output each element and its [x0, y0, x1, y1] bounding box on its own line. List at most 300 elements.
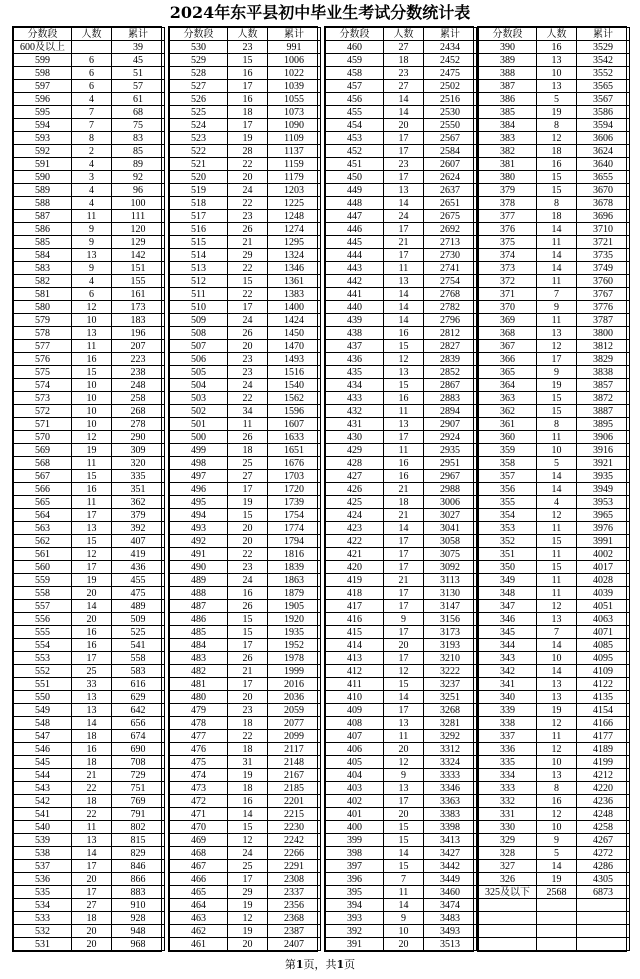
table-row	[479, 899, 630, 912]
score-cell: 505	[170, 366, 228, 379]
count-cell: 21	[384, 483, 424, 496]
table-row	[479, 535, 630, 548]
table-row	[479, 912, 630, 925]
score-cell: 415	[326, 626, 384, 639]
count-cell: 4	[72, 184, 112, 197]
score-cell: 466	[170, 873, 228, 886]
count-cell: 20	[384, 119, 424, 132]
column-header: 人数	[228, 28, 268, 41]
table-row	[170, 509, 321, 522]
count-cell: 16	[228, 67, 268, 80]
cumulative-cell: 2692	[424, 223, 477, 236]
count-cell: 14	[384, 197, 424, 210]
table-row	[479, 340, 630, 353]
table-row	[14, 366, 165, 379]
cumulative-cell: 3529	[577, 41, 630, 54]
table-row	[326, 145, 477, 158]
table-row	[326, 275, 477, 288]
score-cell: 412	[326, 665, 384, 678]
score-cell: 477	[170, 730, 228, 743]
cumulative-cell: 4236	[577, 795, 630, 808]
table-row	[14, 444, 165, 457]
table-row	[479, 132, 630, 145]
column-header: 人数	[384, 28, 424, 41]
cumulative-cell: 2935	[424, 444, 477, 457]
cumulative-cell: 4258	[577, 821, 630, 834]
score-cell: 438	[326, 327, 384, 340]
score-cell: 392	[326, 925, 384, 938]
cumulative-cell: 3678	[577, 197, 630, 210]
score-cell: 347	[479, 600, 537, 613]
score-cell: 387	[479, 80, 537, 93]
table-row	[326, 197, 477, 210]
count-cell: 24	[228, 847, 268, 860]
table-row	[479, 262, 630, 275]
cumulative-cell: 436	[112, 561, 165, 574]
score-cell: 517	[170, 210, 228, 223]
count-cell: 18	[537, 210, 577, 223]
count-cell: 21	[384, 509, 424, 522]
table-row	[170, 431, 321, 444]
count-cell	[72, 41, 112, 54]
score-cell: 511	[170, 288, 228, 301]
cumulative-cell: 802	[112, 821, 165, 834]
table-row	[170, 756, 321, 769]
table-row	[14, 847, 165, 860]
table-row	[479, 327, 630, 340]
cumulative-cell: 3222	[424, 665, 477, 678]
table-row	[14, 509, 165, 522]
table-row	[326, 470, 477, 483]
score-cell: 454	[326, 119, 384, 132]
count-cell: 13	[537, 678, 577, 691]
cumulative-cell: 2867	[424, 379, 477, 392]
score-cell: 409	[326, 704, 384, 717]
cumulative-cell: 3767	[577, 288, 630, 301]
table-row	[170, 392, 321, 405]
table-row	[479, 418, 630, 431]
table-row	[479, 847, 630, 860]
cumulative-cell: 2637	[424, 184, 477, 197]
cumulative-cell: 3887	[577, 405, 630, 418]
count-cell: 14	[537, 223, 577, 236]
cumulative-cell: 656	[112, 717, 165, 730]
score-cell: 386	[479, 93, 537, 106]
score-cell: 328	[479, 847, 537, 860]
cumulative-cell: 3640	[577, 158, 630, 171]
cumulative-cell: 3991	[577, 535, 630, 548]
score-cell: 385	[479, 106, 537, 119]
table-row	[170, 158, 321, 171]
count-cell: 17	[384, 587, 424, 600]
table-row	[170, 678, 321, 691]
cumulative-cell: 3857	[577, 379, 630, 392]
cumulative-cell: 1346	[268, 262, 321, 275]
score-cell: 365	[479, 366, 537, 379]
table-row	[326, 171, 477, 184]
cumulative-cell: 3193	[424, 639, 477, 652]
count-cell: 11	[384, 886, 424, 899]
table-row	[14, 470, 165, 483]
score-cell: 434	[326, 379, 384, 392]
score-cell: 355	[479, 496, 537, 509]
score-cell: 431	[326, 418, 384, 431]
cumulative-cell: 525	[112, 626, 165, 639]
cumulative-cell: 85	[112, 145, 165, 158]
table-row	[326, 626, 477, 639]
cumulative-cell: 2387	[268, 925, 321, 938]
cumulative-cell: 3895	[577, 418, 630, 431]
count-cell: 22	[228, 548, 268, 561]
cumulative-cell: 2215	[268, 808, 321, 821]
table-row	[170, 327, 321, 340]
table-header-row	[326, 28, 477, 41]
table-row	[170, 366, 321, 379]
score-cell: 427	[326, 470, 384, 483]
cumulative-cell: 1978	[268, 652, 321, 665]
table-row	[170, 197, 321, 210]
table-row	[14, 522, 165, 535]
count-cell: 12	[384, 756, 424, 769]
table-row	[170, 236, 321, 249]
cumulative-cell: 4122	[577, 678, 630, 691]
count-cell: 13	[384, 717, 424, 730]
table-row	[326, 639, 477, 652]
count-cell: 17	[228, 678, 268, 691]
cumulative-cell: 4085	[577, 639, 630, 652]
table-row	[170, 587, 321, 600]
score-cell: 462	[170, 925, 228, 938]
cumulative-cell: 3812	[577, 340, 630, 353]
table-row	[14, 795, 165, 808]
score-cell: 382	[479, 145, 537, 158]
cumulative-cell: 3872	[577, 392, 630, 405]
count-cell: 33	[72, 678, 112, 691]
table-row	[14, 639, 165, 652]
table-row	[479, 119, 630, 132]
score-cell: 476	[170, 743, 228, 756]
table-row	[326, 795, 477, 808]
score-cell: 343	[479, 652, 537, 665]
score-cell: 566	[14, 483, 72, 496]
count-cell: 29	[228, 886, 268, 899]
count-cell: 7	[72, 106, 112, 119]
score-cell: 367	[479, 340, 537, 353]
cumulative-cell: 2567	[424, 132, 477, 145]
table-row	[326, 574, 477, 587]
count-cell: 18	[72, 756, 112, 769]
cumulative-cell: 3624	[577, 145, 630, 158]
count-cell: 17	[384, 600, 424, 613]
count-cell: 15	[228, 54, 268, 67]
count-cell: 15	[537, 171, 577, 184]
table-row	[326, 184, 477, 197]
count-cell: 27	[228, 470, 268, 483]
score-cell: 555	[14, 626, 72, 639]
count-cell: 19	[228, 132, 268, 145]
cumulative-cell: 3921	[577, 457, 630, 470]
count-cell: 9	[72, 236, 112, 249]
score-cell: 522	[170, 145, 228, 158]
count-cell: 22	[72, 808, 112, 821]
count-cell: 17	[72, 561, 112, 574]
score-cell: 345	[479, 626, 537, 639]
table-row	[170, 691, 321, 704]
table-row	[170, 496, 321, 509]
table-row	[326, 600, 477, 613]
count-cell: 13	[72, 249, 112, 262]
score-cell: 352	[479, 535, 537, 548]
table-row	[479, 886, 630, 899]
count-cell: 17	[384, 626, 424, 639]
score-cell: 404	[326, 769, 384, 782]
cumulative-cell: 3565	[577, 80, 630, 93]
count-cell: 10	[537, 67, 577, 80]
score-cell: 346	[479, 613, 537, 626]
table-row	[326, 860, 477, 873]
score-cell: 416	[326, 613, 384, 626]
cumulative-cell: 3787	[577, 314, 630, 327]
table-row	[479, 405, 630, 418]
count-cell: 17	[384, 535, 424, 548]
count-cell: 17	[72, 860, 112, 873]
score-cell: 457	[326, 80, 384, 93]
table-row	[170, 743, 321, 756]
cumulative-cell: 183	[112, 314, 165, 327]
cumulative-cell: 2291	[268, 860, 321, 873]
column-header: 累计	[424, 28, 477, 41]
score-cell: 512	[170, 275, 228, 288]
table-row	[14, 457, 165, 470]
table-row	[479, 483, 630, 496]
table-row	[326, 509, 477, 522]
cumulative-cell: 3513	[424, 938, 477, 951]
score-cell: 470	[170, 821, 228, 834]
cumulative-cell: 2099	[268, 730, 321, 743]
count-cell: 6	[72, 67, 112, 80]
cumulative-cell: 3113	[424, 574, 477, 587]
table-row	[170, 886, 321, 899]
score-cell: 471	[170, 808, 228, 821]
score-cell: 590	[14, 171, 72, 184]
score-cell: 546	[14, 743, 72, 756]
count-cell: 12	[228, 834, 268, 847]
score-cell: 361	[479, 418, 537, 431]
score-cell: 588	[14, 197, 72, 210]
cumulative-cell: 2907	[424, 418, 477, 431]
table-row	[170, 561, 321, 574]
count-cell: 14	[537, 639, 577, 652]
score-column-3	[324, 26, 474, 952]
score-cell: 389	[479, 54, 537, 67]
cumulative-cell: 4154	[577, 704, 630, 717]
count-cell: 17	[72, 652, 112, 665]
table-row	[170, 860, 321, 873]
cumulative-cell: 83	[112, 132, 165, 145]
cumulative-cell: 1739	[268, 496, 321, 509]
score-cell: 600及以上	[14, 41, 72, 54]
table-row	[479, 925, 630, 938]
table-row	[170, 665, 321, 678]
cumulative-cell: 1424	[268, 314, 321, 327]
count-cell: 14	[384, 691, 424, 704]
score-cell: 520	[170, 171, 228, 184]
score-cell: 456	[326, 93, 384, 106]
score-cell: 429	[326, 444, 384, 457]
score-cell: 583	[14, 262, 72, 275]
cumulative-cell: 379	[112, 509, 165, 522]
count-cell: 14	[537, 249, 577, 262]
score-cell: 398	[326, 847, 384, 860]
count-cell: 17	[384, 795, 424, 808]
cumulative-cell: 129	[112, 236, 165, 249]
table-row	[326, 743, 477, 756]
cumulative-cell: 100	[112, 197, 165, 210]
cumulative-cell: 1073	[268, 106, 321, 119]
table-row	[479, 197, 630, 210]
table-row	[326, 236, 477, 249]
table-row	[479, 795, 630, 808]
table-row	[14, 314, 165, 327]
count-cell: 18	[72, 795, 112, 808]
count-cell: 11	[384, 444, 424, 457]
cumulative-cell: 1361	[268, 275, 321, 288]
cumulative-cell: 2117	[268, 743, 321, 756]
table-row	[479, 600, 630, 613]
table-row	[170, 834, 321, 847]
cumulative-cell: 558	[112, 652, 165, 665]
cumulative-cell: 1055	[268, 93, 321, 106]
score-cell: 513	[170, 262, 228, 275]
count-cell: 7	[384, 873, 424, 886]
score-cell: 373	[479, 262, 537, 275]
count-cell: 23	[384, 67, 424, 80]
cumulative-cell: 1248	[268, 210, 321, 223]
score-cell: 530	[170, 41, 228, 54]
cumulative-cell: 3413	[424, 834, 477, 847]
count-cell: 10	[537, 756, 577, 769]
cumulative-cell: 3735	[577, 249, 630, 262]
cumulative-cell: 2242	[268, 834, 321, 847]
table-row	[326, 730, 477, 743]
score-cell: 422	[326, 535, 384, 548]
cumulative-cell: 2924	[424, 431, 477, 444]
cumulative-cell: 2434	[424, 41, 477, 54]
count-cell: 17	[72, 509, 112, 522]
score-cell: 531	[14, 938, 72, 951]
table-row	[14, 184, 165, 197]
score-cell: 359	[479, 444, 537, 457]
score-cell: 575	[14, 366, 72, 379]
score-cell: 534	[14, 899, 72, 912]
count-cell: 34	[228, 405, 268, 418]
table-row	[14, 54, 165, 67]
page-number: 1	[295, 958, 304, 971]
count-cell: 14	[384, 899, 424, 912]
table-row	[14, 873, 165, 886]
cumulative-cell: 1816	[268, 548, 321, 561]
count-cell: 10	[384, 925, 424, 938]
count-cell: 16	[228, 795, 268, 808]
count-cell: 18	[72, 912, 112, 925]
table-row	[479, 834, 630, 847]
table-row	[170, 847, 321, 860]
score-cell: 532	[14, 925, 72, 938]
score-cell: 396	[326, 873, 384, 886]
count-cell: 24	[228, 184, 268, 197]
table-row	[170, 717, 321, 730]
score-column-1	[12, 26, 162, 952]
table-row	[326, 106, 477, 119]
cumulative-cell: 351	[112, 483, 165, 496]
count-cell: 17	[384, 223, 424, 236]
score-cell: 380	[479, 171, 537, 184]
score-cell: 475	[170, 756, 228, 769]
table-row	[479, 821, 630, 834]
cumulative-cell: 96	[112, 184, 165, 197]
count-cell: 24	[228, 379, 268, 392]
table-row	[170, 132, 321, 145]
cumulative-cell: 3251	[424, 691, 477, 704]
cumulative-cell: 3075	[424, 548, 477, 561]
score-cell: 549	[14, 704, 72, 717]
cumulative-cell: 2894	[424, 405, 477, 418]
table-row	[479, 106, 630, 119]
score-cell: 543	[14, 782, 72, 795]
count-cell: 4	[537, 496, 577, 509]
cumulative-cell: 3749	[577, 262, 630, 275]
cumulative-cell: 2185	[268, 782, 321, 795]
table-row	[326, 678, 477, 691]
table-row	[14, 717, 165, 730]
count-cell: 13	[537, 769, 577, 782]
table-row	[326, 405, 477, 418]
score-cell	[479, 925, 537, 938]
table-row	[14, 275, 165, 288]
count-cell: 12	[537, 600, 577, 613]
table-row	[479, 210, 630, 223]
score-cell: 557	[14, 600, 72, 613]
table-row	[170, 210, 321, 223]
score-cell: 503	[170, 392, 228, 405]
score-cell: 463	[170, 912, 228, 925]
table-row	[170, 821, 321, 834]
table-row	[14, 106, 165, 119]
table-row	[170, 262, 321, 275]
cumulative-cell: 3949	[577, 483, 630, 496]
score-cell: 587	[14, 210, 72, 223]
cumulative-cell: 1999	[268, 665, 321, 678]
table-row	[479, 756, 630, 769]
count-cell: 6	[72, 54, 112, 67]
count-cell: 18	[228, 106, 268, 119]
count-cell: 31	[228, 756, 268, 769]
score-cell: 577	[14, 340, 72, 353]
count-cell: 15	[384, 379, 424, 392]
count-cell: 15	[228, 821, 268, 834]
count-cell: 10	[72, 379, 112, 392]
score-cell: 554	[14, 639, 72, 652]
count-cell: 13	[384, 418, 424, 431]
count-cell: 22	[228, 392, 268, 405]
cumulative-cell: 1754	[268, 509, 321, 522]
score-cell: 452	[326, 145, 384, 158]
table-row	[479, 158, 630, 171]
table-row	[326, 93, 477, 106]
cumulative-cell: 3567	[577, 93, 630, 106]
count-cell: 15	[537, 184, 577, 197]
score-cell: 327	[479, 860, 537, 873]
